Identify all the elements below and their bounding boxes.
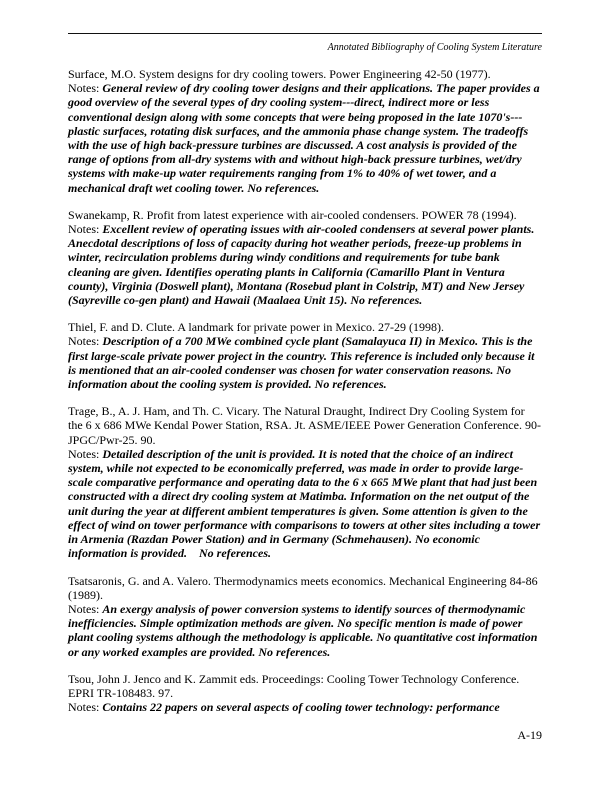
notes-label: Notes: [68,700,103,715]
entry-citation: Thiel, F. and D. Clute. A landmark for private power in Mexico. 27-29 (1998). [68,320,444,335]
notes-label: Notes: [68,334,103,349]
entry-notes: An exergy analysis of power conversion systems to identify sources of thermodynamic inefficiencies. Simple optimization methods are given. No specific mention is made of power plant cooling systems although the methodology is applicable. No quantitative cost information or any worked examples are provided. No references. [68,601,538,659]
notes-label: Notes: [68,81,103,96]
entry-notes: Detailed description of the unit is provided. It is noted that the choice of an indirect system, while not expected to be economically preferred, was made in order to provide large-scale comparative performance and operating data to the 6 x 665 MWe plant that had just been constructed with a direct dry cooling system at Matimba. Information on the net output of the unit during the year at different ambient temperatures is given. Some attention is given to the effect of wind on tower performance with comparisons to towers at other sites including a tower in Armenia (Razdan Power Station) and in Germany (Schmehausen). No economic information is provided. No references. [68,446,541,561]
entry-citation: Tsatsaronis, G. and A. Valero. Thermodynamics meets economics. Mechanical Engineering 84-86 (1989). [68,573,538,602]
entry-notes: Contains 22 papers on several aspects of cooling tower technology: performance [102,700,500,715]
entry-citation: Swanekamp, R. Profit from latest experience with air-cooled condensers. POWER 78 (1994). [68,207,517,222]
bibliography-entry [68,67,542,195]
bibliography-entry [68,574,542,659]
bibliography-entry [68,404,542,560]
notes-label: Notes: [68,222,103,237]
bibliography-entry [68,320,542,391]
header-rule [68,33,542,34]
bibliography-entry [68,208,542,307]
notes-label: Notes: [68,446,103,461]
notes-label: Notes: [68,601,103,616]
bibliography-entry [68,672,542,715]
page-number: A-19 [517,728,542,742]
entry-notes: General review of dry cooling tower designs and their applications. The paper provides a good overview of the several types of dry cooling system---direct, indirect more or less conventional design along with some concepts that were being proposed in the late 1070's---plastic surfaces, rotating disk surfaces, and the ammonia phase change system. The tradeoffs with the use of high back-pressure turbines are discussed. A cost analysis is provided of the range of options from all-dry systems with and without high-back pressure turbines, wet/dry systems with make-up water requirements ranging from 1% to 40% of wet tower, and a mechanical draft wet cooling tower. No references. [68,81,540,195]
running-head: Annotated Bibliography of Cooling System Literature [327,42,542,53]
entry-citation: Surface, M.O. System designs for dry cooling towers. Power Engineering 42-50 (1977). [68,67,491,81]
entry-notes: Description of a 700 MWe combined cycle plant (Samalayuca II) in Mexico. This is the first large-scale private power project in the country. This reference is included only because it is mentioned that an air-cooled condenser was chosen for water conservation reasons. No information about the cooling system is provided. No references. [68,334,535,392]
entry-citation: Trage, B., A. J. Ham, and Th. C. Vicary. The Natural Draught, Indirect Dry Cooling System for the 6 x 686 MWe Kendal Power Station, RSA. Jt. ASME/IEEE Power Generation Conference. 90-JPGC/Pwr-25. 90. [68,404,541,447]
page-content [68,26,542,727]
entry-citation: Tsou, John J. Jenco and K. Zammit eds. Proceedings: Cooling Tower Technology Conference. EPRI TR-108483. 97. [68,671,520,700]
entry-notes: Excellent review of operating issues with air-cooled condensers at several power plants. Anecdotal descriptions of loss of capacity during hot weather periods, freeze-up problems in winter, recirculation problems during windy conditions and requirements for tube bank cleaning are given. Identifies operating plants in California (Camarillo Plant in Ventura county), Virginia (Doswell plant), Montana (Rosebud plant in Colstrip, MT) and New Jersey (Sayreville co-gen plant) and Hawaii (Maalaea Unit 15). No references. [68,222,535,308]
bibliography-entries [68,67,542,714]
